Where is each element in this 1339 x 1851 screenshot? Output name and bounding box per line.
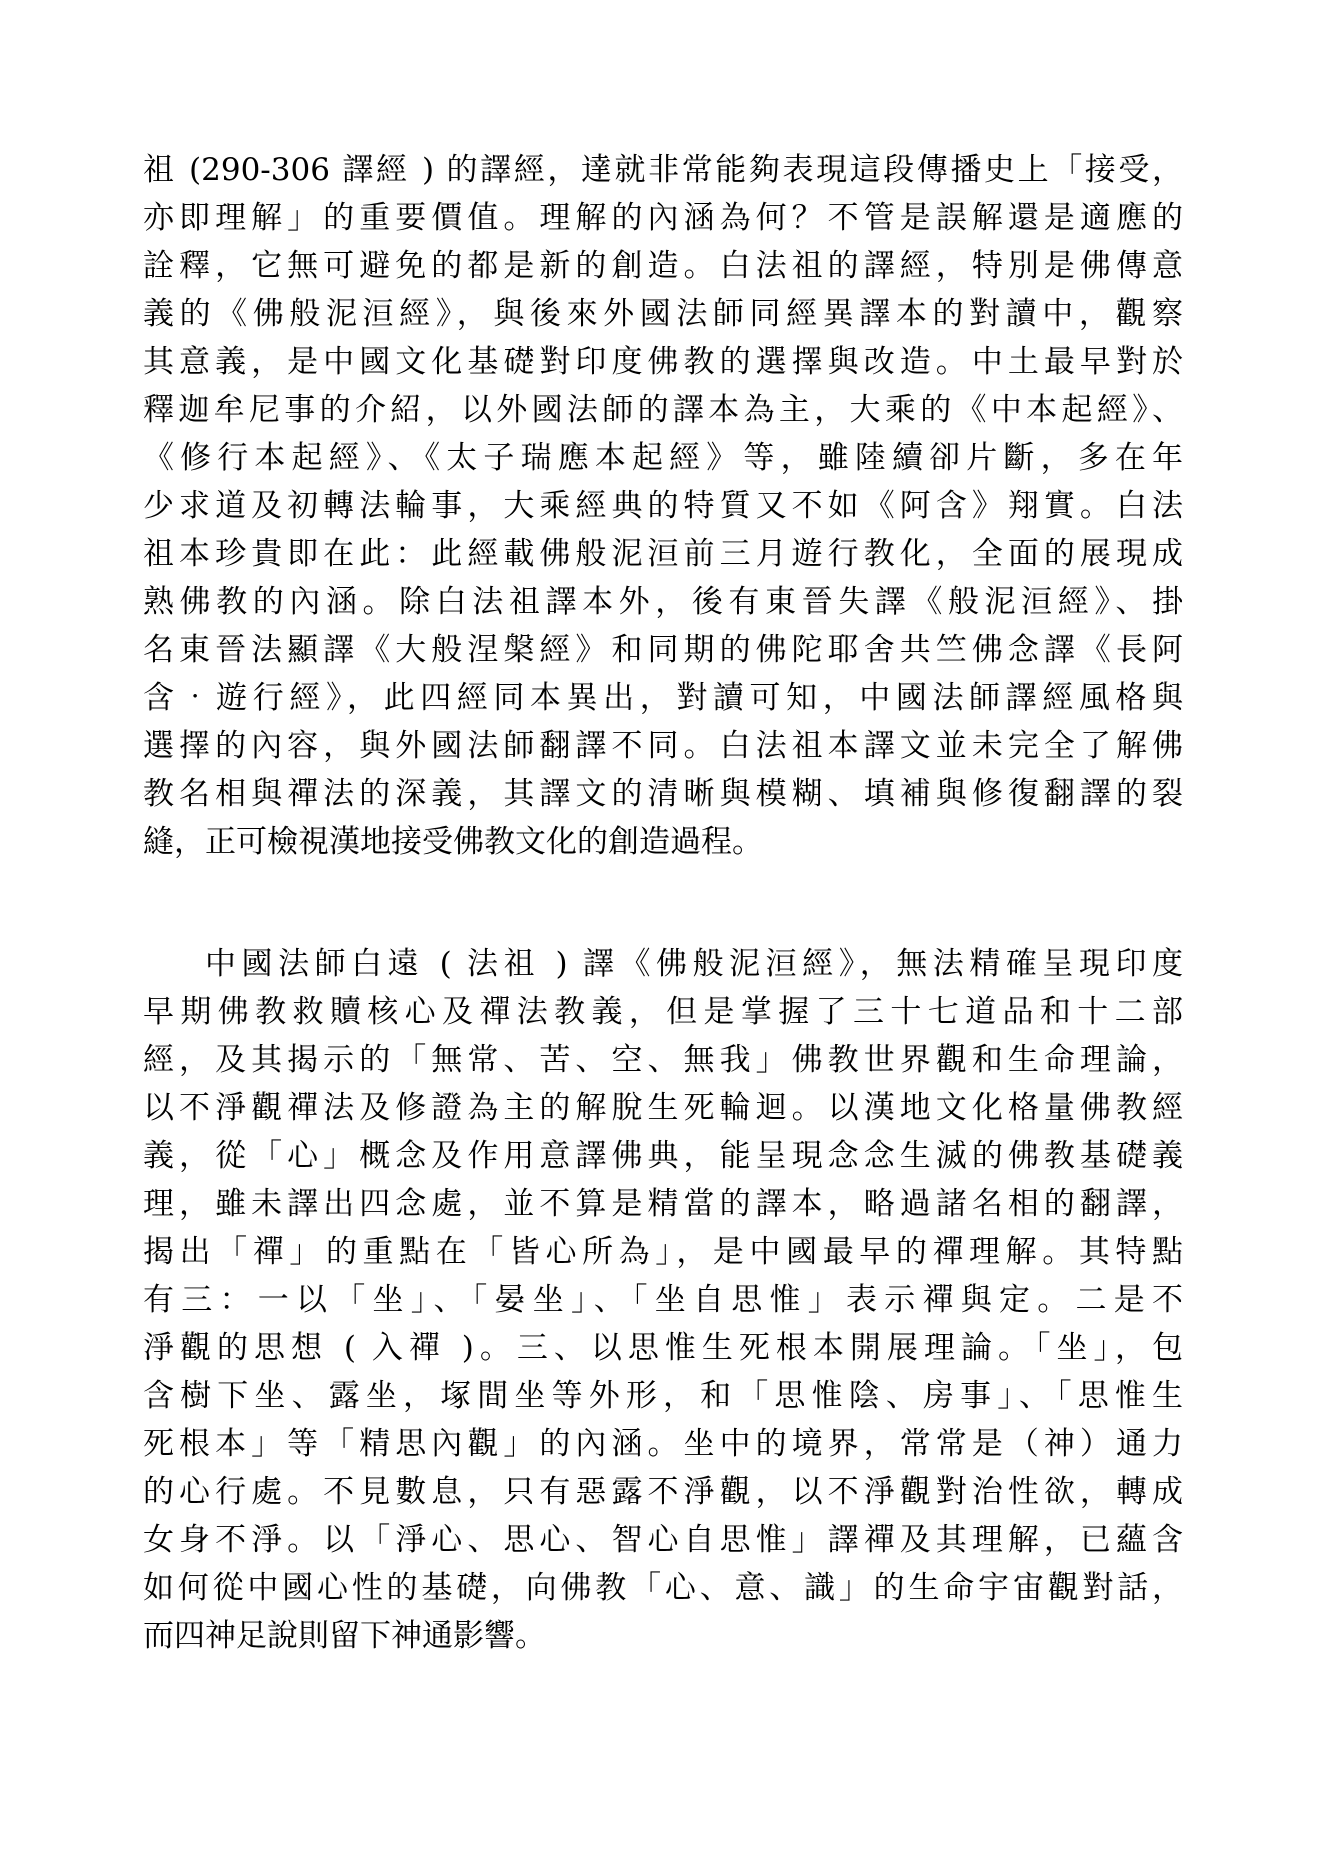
paragraph-line: 義，從「心」概念及作用意譯佛典，能呈現念念生滅的佛教基礎義 — [143, 1138, 1183, 1174]
paragraph-line: 祖本珍貴即在此：此經載佛般泥洹前三月遊行教化，全面的展現成 — [143, 536, 1183, 572]
paragraph-line: 名東晉法顯譯《大般涅槃經》和同期的佛陀耶舍共竺佛念譯《長阿 — [143, 632, 1183, 668]
paragraph-line: 亦即理解」的重要價值。理解的內涵為何？不管是誤解還是適應的 — [143, 200, 1183, 236]
paragraph-line: 詮釋，它無可避免的都是新的創造。白法祖的譯經，特別是佛傳意 — [143, 248, 1183, 284]
paragraph-line: 選擇的內容，與外國法師翻譯不同。白法祖本譯文並未完全了解佛 — [143, 728, 1183, 764]
paragraph-line: 中國法師白遠 ( 法祖 ) 譯《佛般泥洹經》，無法精確呈現印度 — [205, 946, 1183, 982]
paragraph-line: 祖 (290-306 譯經 ) 的譯經，達就非常能夠表現這段傳播史上「接受， — [143, 152, 1183, 188]
paragraph-line: 含‧遊行經》，此四經同本異出，對讀可知，中國法師譯經風格與 — [143, 680, 1183, 716]
paragraph-line: 教名相與禪法的深義，其譯文的清晰與模糊、填補與修復翻譯的裂 — [143, 776, 1183, 812]
paragraph-line: 女身不淨。以「淨心、思心、智心自思惟」譯禪及其理解，已蘊含 — [143, 1522, 1183, 1558]
paragraph-line: 理，雖未譯出四念處，並不算是精當的譯本，略過諸名相的翻譯， — [143, 1186, 1183, 1222]
paragraph-line: 《修行本起經》、《太子瑞應本起經》等，雖陸續卻片斷，多在年 — [143, 440, 1183, 476]
paragraph-line: 其意義，是中國文化基礎對印度佛教的選擇與改造。中土最早對於 — [143, 344, 1183, 380]
paragraph-line: 早期佛教救贖核心及禪法教義，但是掌握了三十七道品和十二部 — [143, 994, 1183, 1030]
paragraph-line: 縫，正可檢視漢地接受佛教文化的創造過程。 — [143, 824, 763, 860]
paragraph-line: 如何從中國心性的基礎，向佛教「心、意、識」的生命宇宙觀對話， — [143, 1570, 1183, 1606]
paragraph-line: 含樹下坐、露坐，塚間坐等外形，和「思惟陰、房事」、「思惟生 — [143, 1378, 1183, 1414]
paragraph-line: 而四神足說則留下神通影響。 — [143, 1618, 546, 1654]
paragraph-line: 經，及其揭示的「無常、苦、空、無我」佛教世界觀和生命理論， — [143, 1042, 1183, 1078]
paragraph-line: 熟佛教的內涵。除白法祖譯本外，後有東晉失譯《般泥洹經》、掛 — [143, 584, 1183, 620]
paragraph-line: 義的《佛般泥洹經》，與後來外國法師同經異譯本的對讀中，觀察 — [143, 296, 1183, 332]
paragraph-line: 的心行處。不見數息，只有惡露不淨觀，以不淨觀對治性欲，轉成 — [143, 1474, 1183, 1510]
paragraph-2 — [143, 940, 1183, 1660]
paragraph-line: 淨觀的思想 ( 入禪 )。三、以思惟生死根本開展理論。「坐」，包 — [143, 1330, 1183, 1366]
paragraph-line: 有三：一以「坐」、「晏坐」、「坐自思惟」表示禪與定。二是不 — [143, 1282, 1183, 1318]
paragraph-line: 少求道及初轉法輪事，大乘經典的特質又不如《阿含》翔實。白法 — [143, 488, 1183, 524]
paragraph-line: 死根本」等「精思內觀」的內涵。坐中的境界，常常是（神）通力 — [143, 1426, 1183, 1462]
paragraph-line: 以不淨觀禪法及修證為主的解脫生死輪迴。以漢地文化格量佛教經 — [143, 1090, 1183, 1126]
paragraph-line: 釋迦牟尼事的介紹，以外國法師的譯本為主，大乘的《中本起經》、 — [143, 392, 1183, 428]
paragraph-line: 揭出「禪」的重點在「皆心所為」，是中國最早的禪理解。其特點 — [143, 1234, 1183, 1270]
paragraph-1 — [143, 146, 1183, 866]
